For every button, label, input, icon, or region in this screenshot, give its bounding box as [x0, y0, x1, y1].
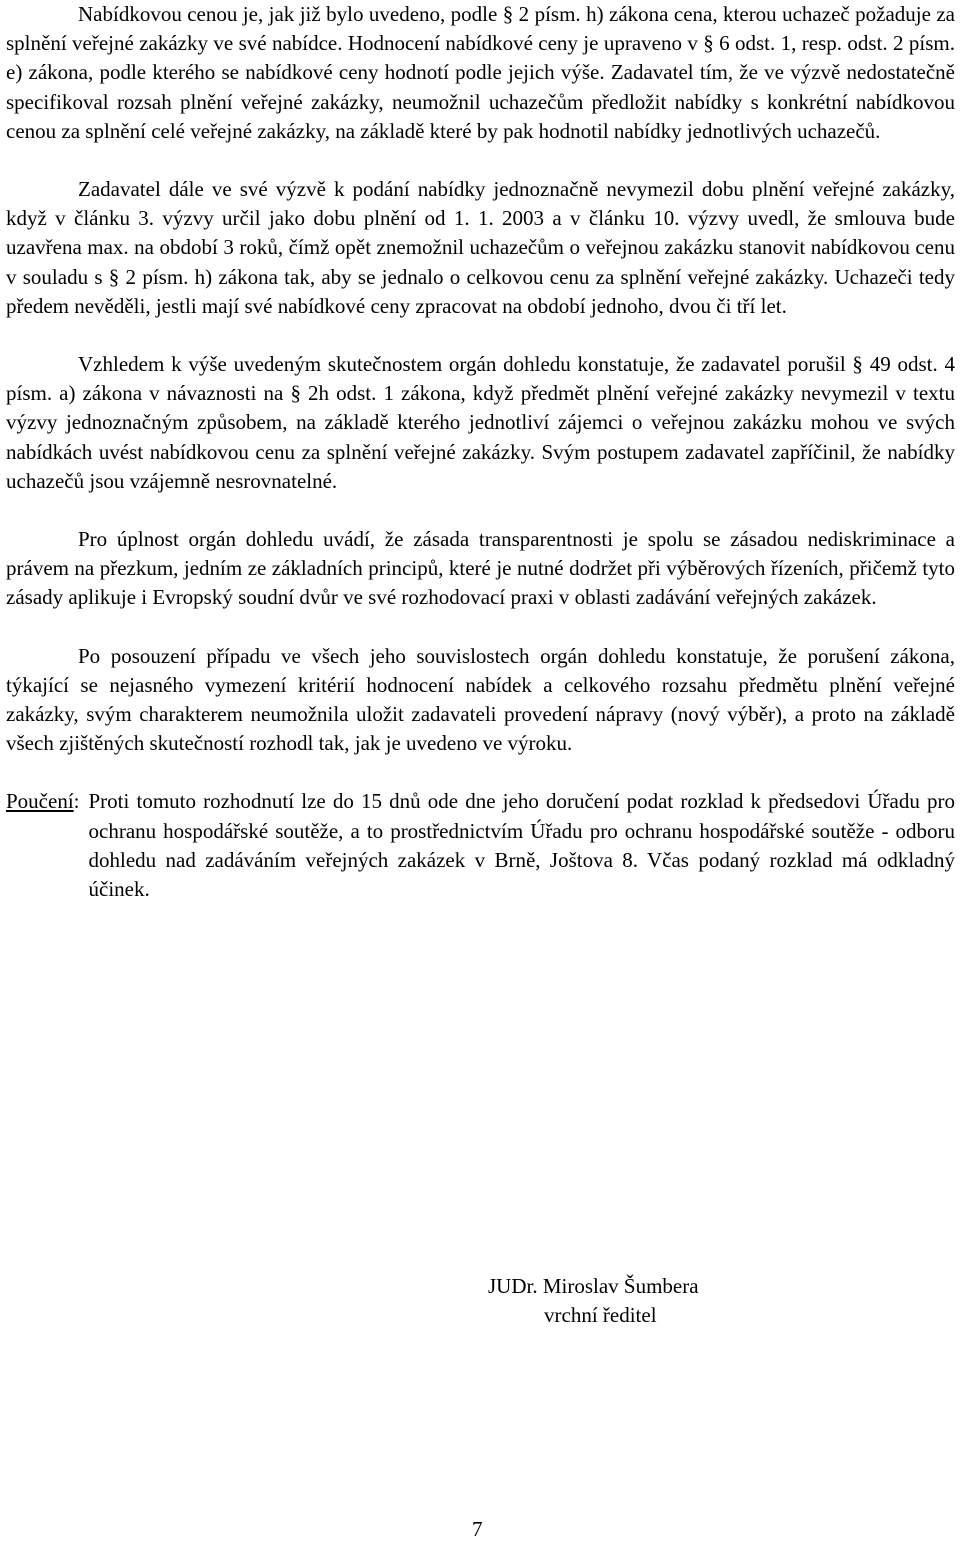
paragraph-spacer — [6, 321, 955, 350]
paragraph-performance-period: Zadavatel dále ve své výzvě k podání nabídky jednoznačně nevymezil dobu plnění veřejné zakázky, když v článku 3. výzvy určil jako dobu plnění od 1. 1. 2003 a v článku 10. výzvy uvedl, že smlouva bude uzavřena max. na období 3 roků, čímž opět znemožnil uchazečům o veřejnou zakázku stanovit nabídkovou cenu v souladu s § 2 písm. h) zákona tak, aby se jednalo o celkovou cenu za splnění veřejné zakázky. Uchazeči tedy předem nevěděli, jestli mají své nabídkové ceny zpracovat na období jednoho, dvou či tří let. — [6, 177, 955, 318]
paragraph-violation-finding: Vzhledem k výše uvedeným skutečnostem orgán dohledu konstatuje, že zadavatel porušil § 49 odst. 4 písm. a) zákona v návaznosti na § 2h odst. 1 zákona, když předmět plnění veřejné zakázky nevymezil v textu výzvy jednoznačným způsobem, na základě kterého jednotliví zájemci o veřejnou zakázku mohou ve svých nabídkách uvést nabídkovou cenu za splnění veřejné zakázky. Svým postupem zadavatel zapříčinil, že nabídky uchazečů jsou vzájemně nesrovnatelné. — [6, 352, 955, 493]
paragraph-spacer — [6, 613, 955, 642]
notice-label — [6, 787, 80, 816]
signatory-title: vrchní ředitel — [544, 1303, 657, 1327]
notice-label-text: Poučení — [6, 789, 74, 814]
paragraph-spacer — [6, 496, 955, 525]
legal-notice — [6, 787, 955, 904]
paragraph-transparency-principle: Pro úplnost orgán dohledu uvádí, že zásada transparentnosti je spolu se zásadou nediskriminace a právem na přezkum, jedním ze základních principů, které je nutné dodržet při výběrových řízeních, přičemž tyto zásady aplikuje i Evropský soudní dvůr ve své rozhodovací praxi v oblasti zadávání veřejných zakázek. — [6, 527, 955, 610]
page-number: 7 — [472, 1517, 483, 1541]
notice-label-separator: : — [73, 789, 80, 814]
paragraph-price-evaluation: Nabídkovou cenou je, jak již bylo uvedeno, podle § 2 písm. h) zákona cena, kterou uchazeč požaduje za splnění veřejné zakázky ve své nabídce. Hodnocení nabídkové ceny je upraveno v § 6 odst. 1, resp. odst. 2 písm. e) zákona, podle kterého se nabídkové ceny hodnotí podle jejich výše. Zadavatel tím, že ve výzvě nedostatečně specifikoval rozsah plnění veřejné zakázky, neumožnil uchazečům předložit nabídky s konkrétní nabídkovou cenou za splnění celé veřejné zakázky, na základě které by pak hodnotil nabídky jednotlivých uchazečů. — [6, 2, 955, 143]
document-page — [6, 0, 955, 904]
notice-text: Proti tomuto rozhodnutí lze do 15 dnů ode dne jeho doručení podat rozklad k předsedovi Úřadu pro ochranu hospodářské soutěže, a to prostřednictvím Úřadu pro ochranu hospodářské soutěže - odboru dohledu nad zadáváním veřejných zakázek v Brně, Joštova 8. Včas podaný rozklad má odkladný účinek. — [88, 789, 955, 902]
paragraph-spacer — [6, 758, 955, 787]
signatory-name: JUDr. Miroslav Šumbera — [488, 1274, 699, 1298]
paragraph-conclusion: Po posouzení případu ve všech jeho souvislostech orgán dohledu konstatuje, že porušení zákona, týkající se nejasného vymezení kritérií hodnocení nabídek a celkového rozsahu předmětu plnění veřejné zakázky, svým charakterem neumožnila uložit zadavateli provedení nápravy (nový výběr), a proto na základě všech zjištěných skutečností rozhodl tak, jak je uvedeno ve výroku. — [6, 643, 955, 756]
paragraph-spacer — [6, 146, 955, 175]
